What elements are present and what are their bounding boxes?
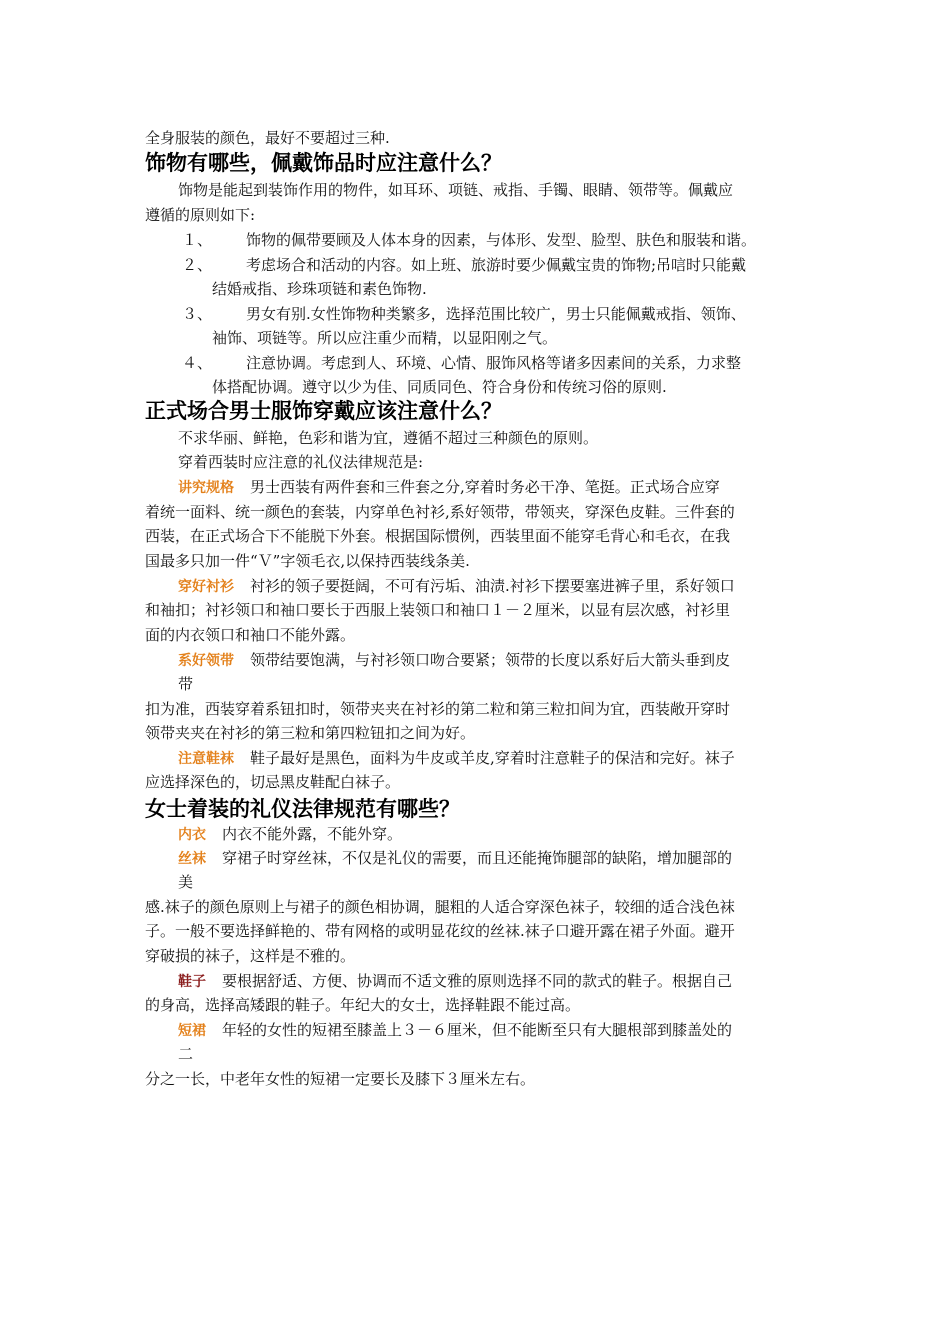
list-item (182, 353, 741, 373)
guideline-item (178, 971, 732, 992)
guideline-text: 男士西装有两件套和三件套之分,穿着时务必干净、笔挺。正式场合应穿 (250, 478, 720, 496)
wrapped-char: 美 (178, 873, 194, 891)
paragraph-line: 领带夹夹在衬衫的第三粒和第四粒钮扣之间为好。 (145, 724, 476, 742)
section-heading-men-attire: 正式场合男士服饰穿戴应该注意什么？ (145, 399, 502, 423)
paragraph-line: 穿着西装时应注意的礼仪法律规范是: (178, 453, 424, 471)
list-item (182, 255, 746, 275)
paragraph-line: 国最多只加一件“Ｖ”字领毛衣,以保持西装线条美. (145, 552, 470, 570)
guideline-text: 领带结要饱满，与衬衫领口吻合要紧；领带的长度以系好后大箭头垂到皮 (250, 651, 731, 669)
paragraph-line: 扣为准，西装穿着系钮扣时，领带夹夹在衬衫的第二粒和第三粒扣间为宜，西装敞开穿时 (145, 700, 731, 718)
guideline-text: 要根据舒适、方便、协调而不适文雅的原则选择不同的款式的鞋子。根据自己 (222, 972, 733, 990)
guideline-item (178, 576, 735, 597)
paragraph-line: 遵循的原则如下: (145, 206, 256, 224)
paragraph-line: 穿破损的袜子，这样是不雅的。 (145, 947, 356, 965)
section-heading-accessories: 饰物有哪些，佩戴饰品时应注意什么？ (145, 151, 502, 175)
guideline-label: 穿好衬衫 (178, 579, 234, 595)
list-number: ２、 (182, 256, 213, 274)
guideline-item (178, 848, 732, 869)
paragraph-line: 的身高，选择高矮跟的鞋子。年纪大的女士，选择鞋跟不能过高。 (145, 996, 581, 1014)
guideline-label: 讲究规格 (178, 480, 234, 496)
wrapped-char: 二 (178, 1045, 194, 1063)
list-number: １、 (182, 231, 213, 249)
guideline-text: 穿裙子时穿丝袜，不仅是礼仪的需要，而且还能掩饰腿部的缺陷，增加腿部的 (222, 849, 733, 867)
guideline-label: 注意鞋袜 (178, 751, 234, 767)
guideline-item (178, 824, 402, 845)
list-text-continued: 体搭配协调。遵守以少为佳、同质同色、符合身份和传统习俗的原则. (212, 378, 667, 396)
guideline-item (178, 650, 730, 671)
guideline-text: 衬衫的领子要挺阔，不可有污垢、油渍.衬衫下摆要塞进裤子里，系好领口 (250, 577, 735, 595)
guideline-text: 年轻的女性的短裙至膝盖上３－６厘米，但不能断至只有大腿根部到膝盖处的 (222, 1021, 733, 1039)
list-number: ３、 (182, 305, 213, 323)
paragraph-line: 西装，在正式场合下不能脱下外套。根据国际惯例，西装里面不能穿毛背心和毛衣，在我 (145, 527, 731, 545)
list-text: 考虑场合和活动的内容。如上班、旅游时要少佩戴宝贵的饰物;吊唁时只能戴 (246, 256, 747, 274)
paragraph-line: 和袖扣；衬衫领口和袖口要长于西服上装领口和袖口１－２厘米，以显有层次感，衬衫里 (145, 601, 731, 619)
list-text: 注意协调。考虑到人、环境、心情、服饰风格等诸多因素间的关系，力求整 (246, 354, 742, 372)
guideline-text: 内衣不能外露，不能外穿。 (222, 825, 403, 843)
guideline-label: 短裙 (178, 1023, 206, 1039)
list-text: 饰物的佩带要顾及人体本身的因素，与体形、发型、脸型、肤色和服装和谐。 (246, 231, 757, 249)
guideline-item (178, 748, 735, 769)
guideline-text: 鞋子最好是黑色，面料为牛皮或羊皮,穿着时注意鞋子的保洁和完好。袜子 (250, 749, 735, 767)
guideline-item (178, 477, 720, 498)
paragraph-line: 面的内衣领口和袖口不能外露。 (145, 626, 356, 644)
list-item (182, 230, 756, 250)
guideline-label: 内衣 (178, 827, 206, 843)
list-text-continued: 结婚戒指、珍珠项链和素色饰物. (212, 280, 427, 298)
paragraph-line: 子。一般不要选择鲜艳的、带有网格的或明显花纹的丝袜.袜子口避开露在裙子外面。避开 (145, 922, 735, 940)
list-text: 男女有别.女性饰物种类繁多，选择范围比较广，男士只能佩戴戒指、领饰、 (246, 305, 746, 323)
paragraph-line: 不求华丽、鲜艳，色彩和谐为宜，遵循不超过三种颜色的原则。 (178, 429, 599, 447)
intro-line: 全身服装的颜色，最好不要超过三种. (145, 129, 390, 147)
list-item (182, 304, 746, 324)
list-text-continued: 袖饰、项链等。所以应注重少而精，以显阳刚之气。 (212, 329, 558, 347)
paragraph-line: 分之一长，中老年女性的短裙一定要长及膝下３厘米左右。 (145, 1070, 536, 1088)
paragraph-line: 感.袜子的颜色原则上与裙子的颜色相协调，腿粗的人适合穿深色袜子，较细的适合浅色袜 (145, 898, 735, 916)
guideline-label: 鞋子 (178, 974, 206, 990)
guideline-item (178, 1020, 732, 1041)
guideline-label: 丝袜 (178, 851, 206, 867)
guideline-label: 系好领带 (178, 653, 234, 669)
paragraph-line: 着统一面料、统一颜色的套装，内穿单色衬衫,系好领带，带领夹，穿深色皮鞋。三件套的 (145, 503, 735, 521)
paragraph-line: 饰物是能起到装饰作用的物件，如耳环、项链、戒指、手镯、眼睛、领带等。佩戴应 (178, 181, 734, 199)
paragraph-line: 应选择深色的，切忌黑皮鞋配白袜子。 (145, 773, 401, 791)
section-heading-women-attire: 女士着装的礼仪法律规范有哪些？ (145, 797, 460, 821)
wrapped-char: 带 (178, 675, 194, 693)
list-number: ４、 (182, 354, 213, 372)
